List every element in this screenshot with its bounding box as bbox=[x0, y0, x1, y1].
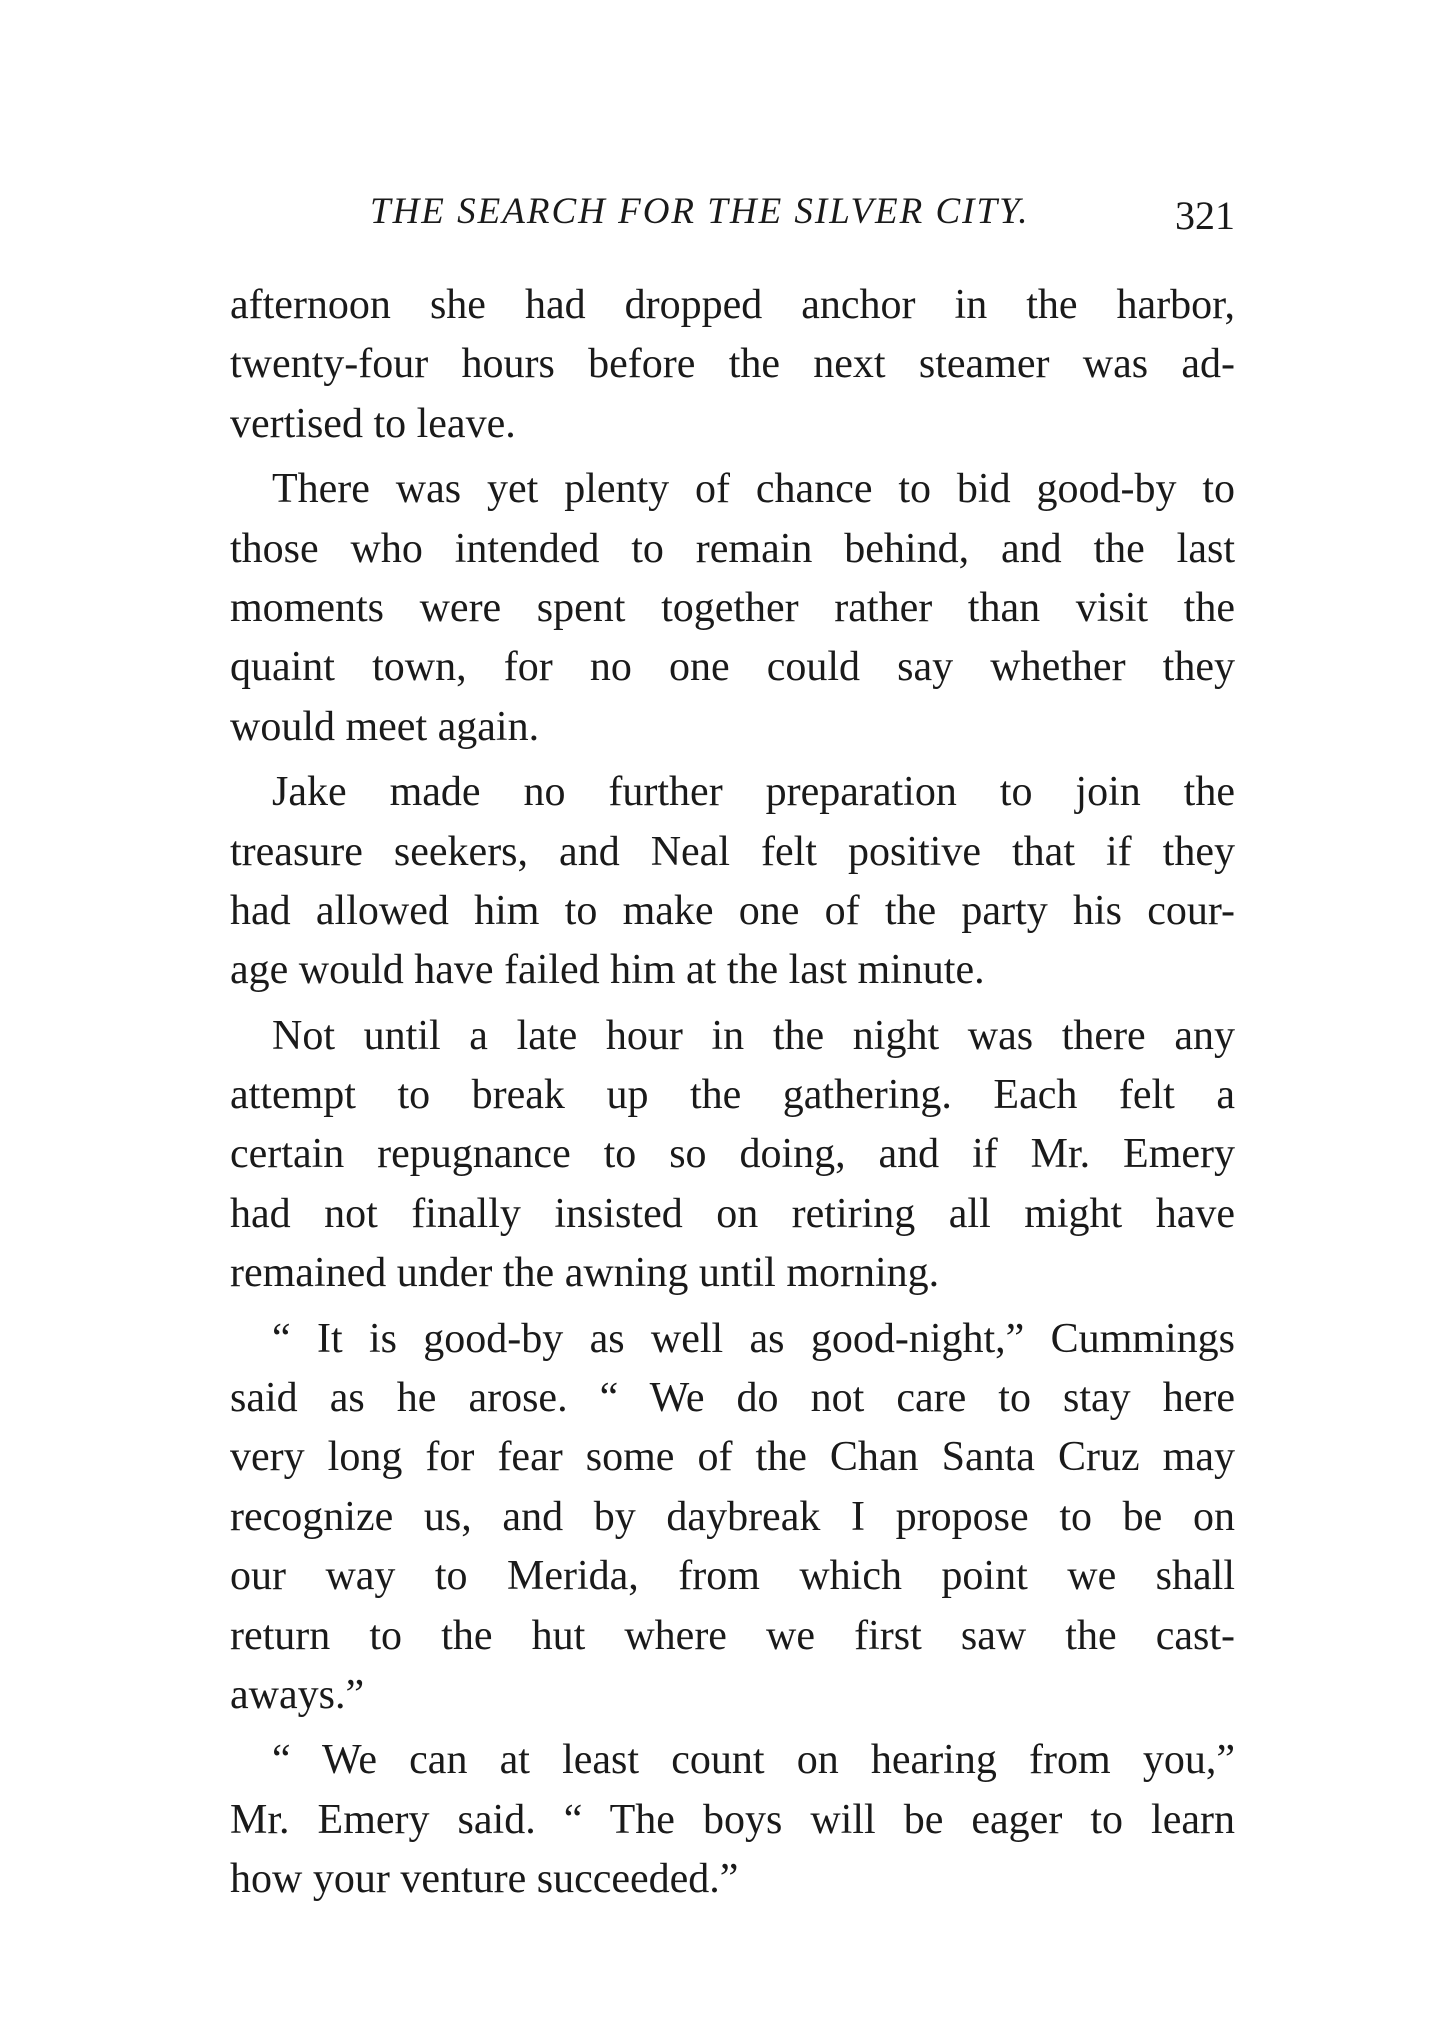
text-line: return to the hut where we first saw the cast- bbox=[230, 1612, 1235, 1659]
paragraph-6 bbox=[230, 1731, 1235, 1909]
text-line: age would have failed him at the last minute. bbox=[230, 947, 985, 994]
text-line: Jake made no further preparation to join the bbox=[272, 769, 1235, 816]
text-line: “ We can at least count on hearing from you,” bbox=[272, 1737, 1235, 1784]
text-line: had allowed him to make one of the party his cour- bbox=[230, 887, 1235, 934]
paragraph-4 bbox=[230, 1007, 1235, 1304]
text-line: said as he arose. “ We do not care to stay here bbox=[230, 1375, 1235, 1422]
text-line: our way to Merida, from which point we shall bbox=[230, 1553, 1235, 1600]
text-line: Not until a late hour in the night was there any bbox=[272, 1012, 1235, 1059]
text-line: afternoon she had dropped anchor in the harbor, bbox=[230, 282, 1235, 328]
text-line: “ It is good-by as well as good-night,” Cummings bbox=[272, 1315, 1235, 1362]
text-line: certain repugnance to so doing, and if Mr. Emery bbox=[230, 1131, 1235, 1178]
text-line: those who intended to remain behind, and the last bbox=[230, 525, 1235, 572]
text-line: There was yet plenty of chance to bid good-by to bbox=[272, 466, 1235, 513]
paragraph-5 bbox=[230, 1310, 1235, 1726]
paragraph-1 bbox=[230, 276, 1235, 454]
text-line: how your venture succeeded.” bbox=[230, 1856, 739, 1903]
page-number: 321 bbox=[1175, 193, 1235, 238]
text-line: vertised to leave. bbox=[230, 400, 516, 447]
body-text bbox=[230, 276, 1235, 1916]
text-line: quaint town, for no one could say whether they bbox=[230, 644, 1235, 691]
paragraph-2 bbox=[230, 460, 1235, 757]
page-header bbox=[230, 190, 1235, 250]
text-line: moments were spent together rather than visit the bbox=[230, 584, 1235, 631]
text-line: treasure seekers, and Neal felt positive that if they bbox=[230, 828, 1235, 875]
paragraph-3 bbox=[230, 763, 1235, 1001]
text-line: attempt to break up the gathering. Each felt a bbox=[230, 1072, 1235, 1119]
text-line: very long for fear some of the Chan Santa Cruz may bbox=[230, 1434, 1235, 1481]
text-line: had not finally insisted on retiring all might have bbox=[230, 1190, 1235, 1237]
text-line: aways.” bbox=[230, 1671, 365, 1718]
text-line: remained under the awning until morning. bbox=[230, 1250, 940, 1297]
text-line: Mr. Emery said. “ The boys will be eager to learn bbox=[230, 1796, 1235, 1843]
text-line: recognize us, and by daybreak I propose to be on bbox=[230, 1493, 1235, 1540]
text-line: twenty-four hours before the next steamer was ad- bbox=[230, 341, 1235, 388]
text-line: would meet again. bbox=[230, 703, 540, 750]
running-title: THE SEARCH FOR THE SILVER CITY. bbox=[370, 191, 1030, 232]
